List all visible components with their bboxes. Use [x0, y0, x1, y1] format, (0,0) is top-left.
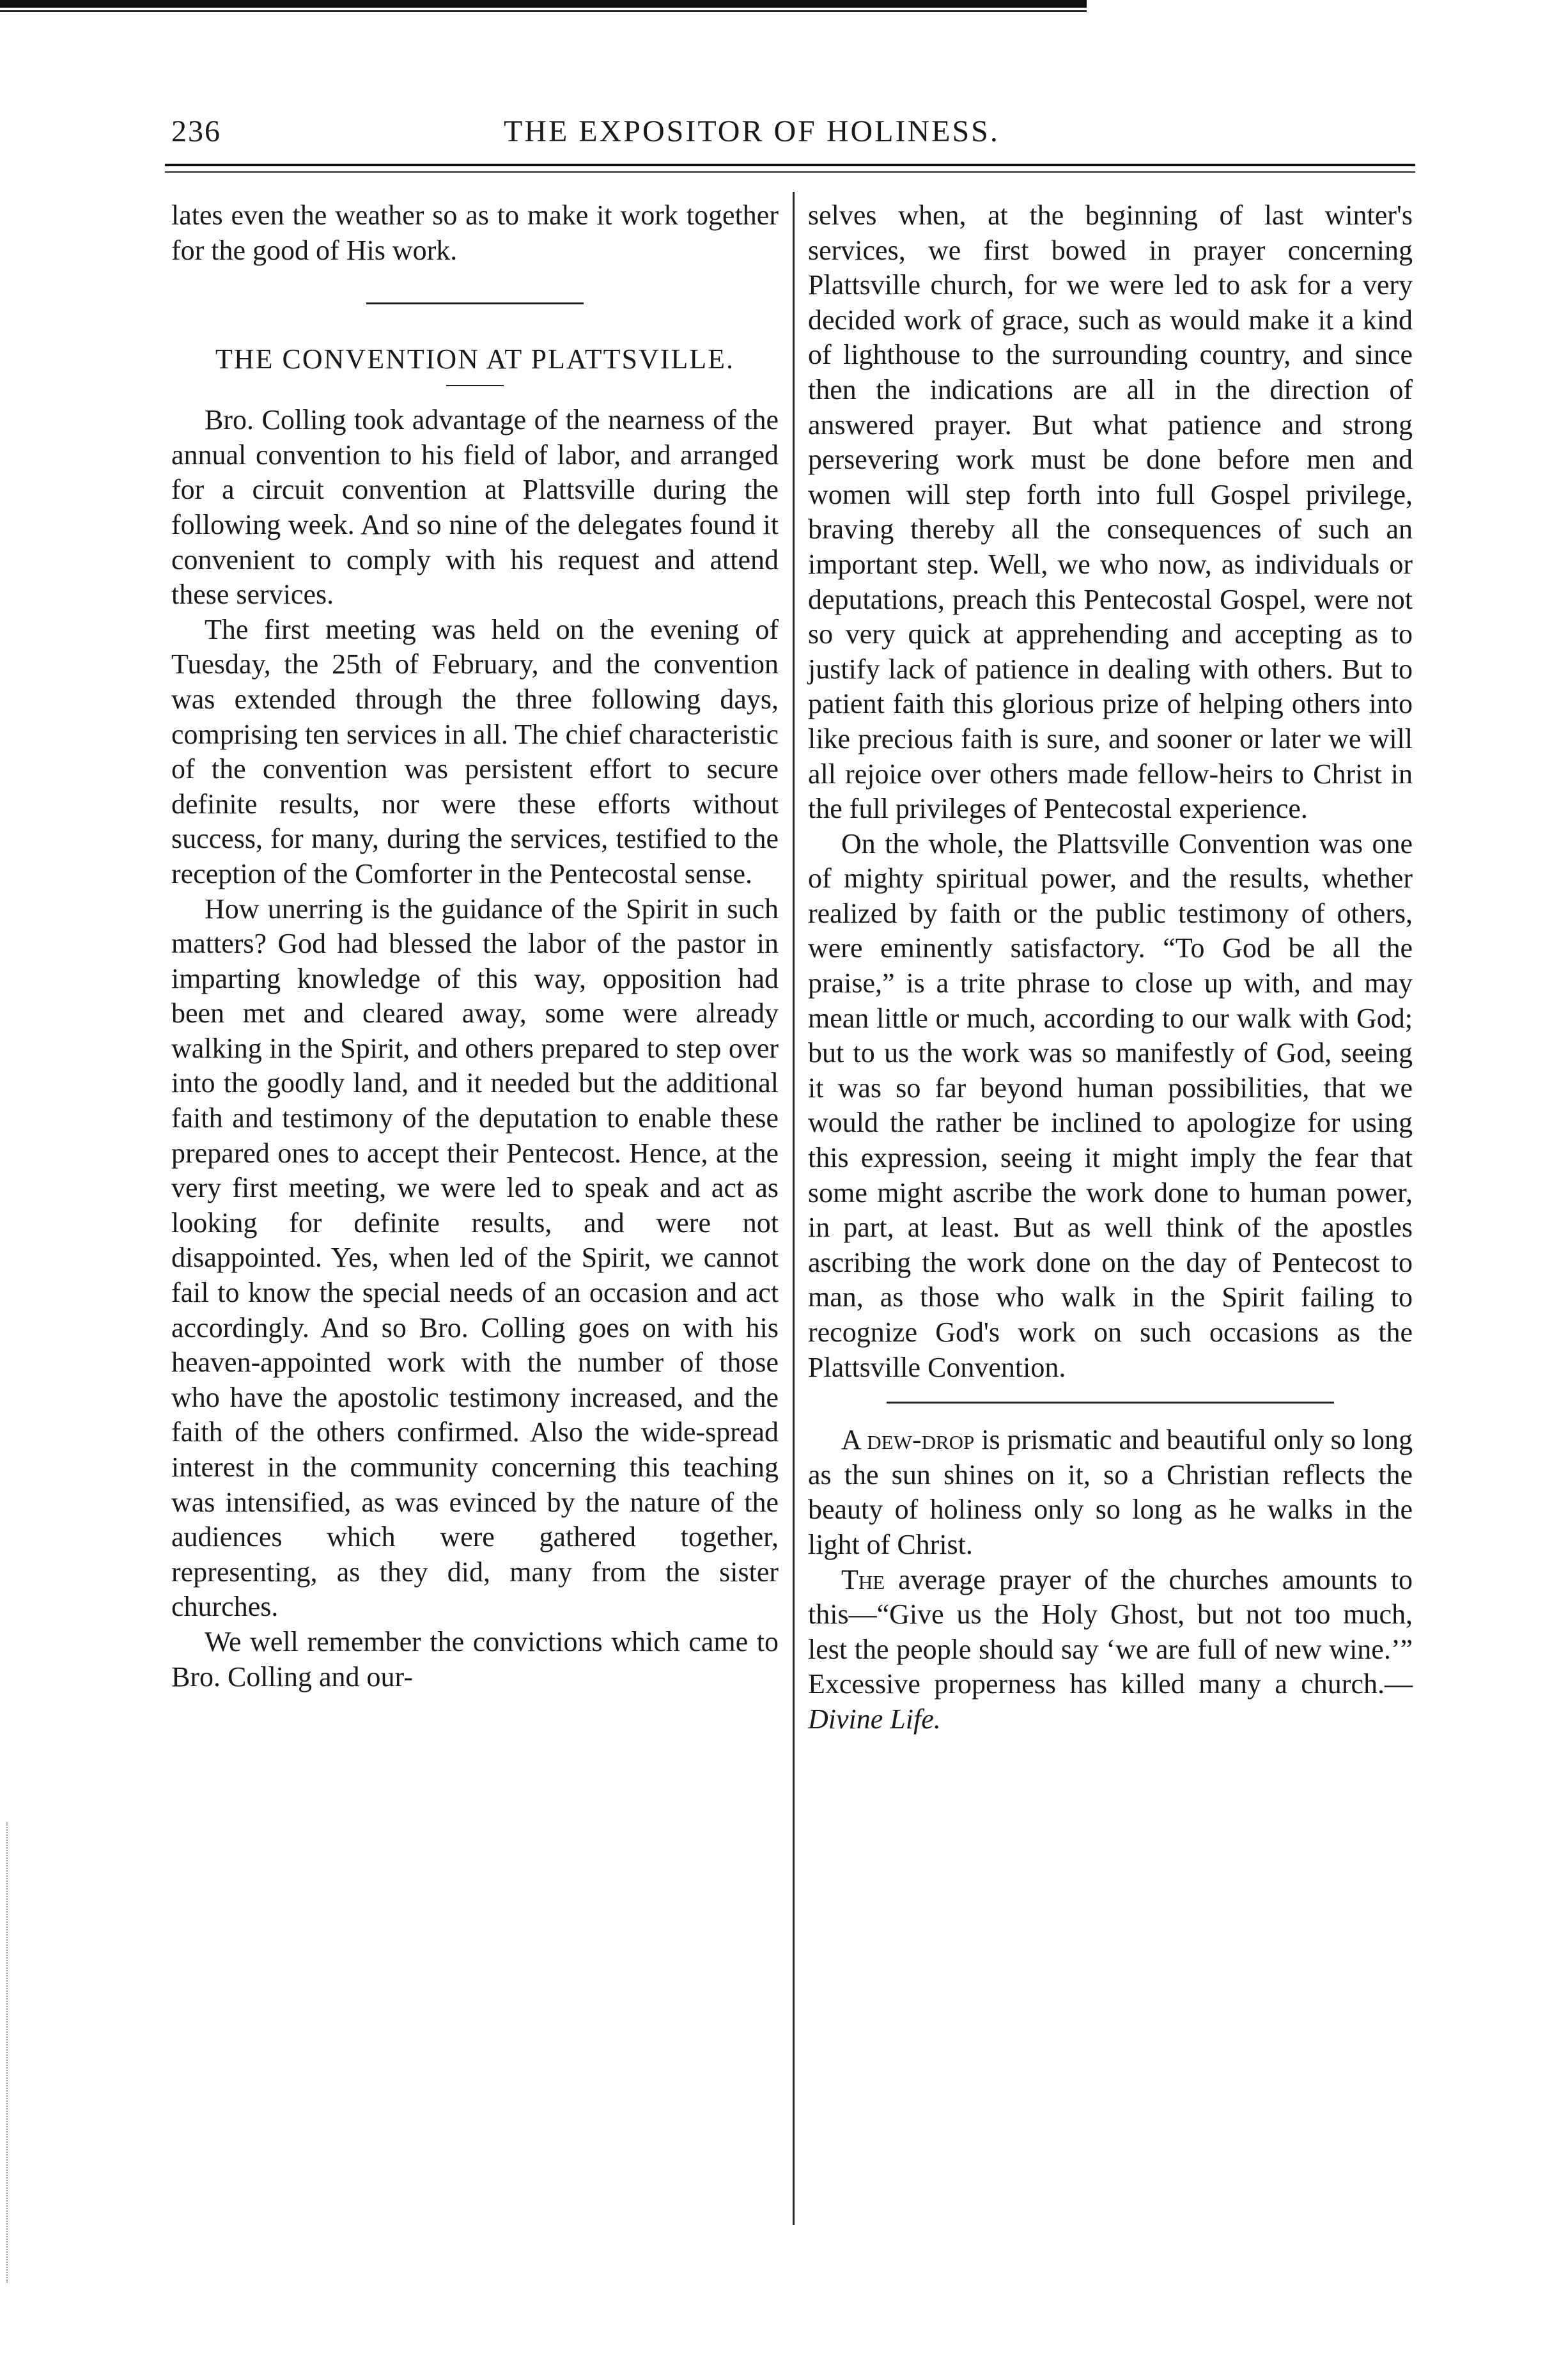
journal-title: THE EXPOSITOR OF HOLINESS.: [504, 114, 1000, 148]
paragraph-continued: selves when, at the beginning of last winter's services, we first bowed in prayer concerning Plattsville church, for we were led to ask for a very decided work of grace, such as would make it a kind of lighthouse to the surrounding country, and since then the indications are all in the direction of answered prayer. But what patience and strong persevering work must be done before men and women will step forth into full Gospel privilege, braving thereby all the consequences of such an important step. Well, we who now, as individuals or deputations, preach this Pentecostal Gospel, were not so very quick at apprehending and accepting as to justify lack of patience in dealing with others. But to patient faith this glorious prize of helping others into like precious faith is sure, and sooner or later we will all rejoice over others made fellow-heirs to Christ in the full privileges of Pentecostal experience.: [808, 199, 1413, 825]
prayer-paragraph: [808, 1563, 1413, 1737]
scan-edge-marks: [6, 1822, 12, 2283]
dewdrop-lead: A dew-drop: [841, 1424, 975, 1456]
right-column: [808, 198, 1413, 1737]
attribution: Divine Life.: [808, 1703, 941, 1735]
header-rule: [165, 164, 1415, 166]
section-rule: [887, 1402, 1334, 1404]
top-border-rule-thin: [0, 10, 1087, 12]
dewdrop-text: is prismatic and beautiful only so long as the sun shines on it, so a Christian reflects the beauty of holiness only so long as he walks in the light of Christ.: [808, 1424, 1413, 1560]
article-title: THE CONVENTION AT PLATTSVILLE.: [215, 343, 735, 375]
running-head: [171, 114, 1411, 159]
paragraph: How unerring is the guidance of the Spirit in such matters? God had blessed the labor of the pastor in imparting knowledge of this way, opposition had been met and cleared away, some were already walking in the Spirit, and others prepared to step over into the goodly land, and it needed but the additional faith and testimony of the deputation to enable these prepared ones to accept their Pentecost. Hence, at the very first meeting, we were led to speak and act as looking for definite results, and were not disappointed. Yes, when led of the Spirit, we cannot fail to know the special needs of an occasion and act accordingly. And so Bro. Colling goes on with his heaven-appointed work with the number of those who have the apostolic testimony increased, and the faith of the others confirmed. Also the wide-spread interest in the community concerning this teaching was intensified, as was evinced by the nature of the audiences which were gathered together, representing, as they did, many from the sister churches.: [171, 893, 779, 1623]
paragraph: We well remember the convictions which came to Bro. Colling and our-: [171, 1625, 779, 1693]
title-rule: [446, 385, 504, 386]
paragraph: Bro. Colling took advantage of the nearness of the annual convention to his field of labor, and arranged for a circuit convention at Plattsville during the following week. And so nine of the delegates found it convenient to comply with his request and attend these services.: [171, 404, 779, 611]
column-divider: [793, 192, 795, 2225]
paragraph: The first meeting was held on the evening of Tuesday, the 25th of February, and the convention was extended through the three following days, comprising ten services in all. The chief characteristic of the convention was persistent effort to secure definite results, nor were these efforts without success, for many, during the services, testified to the reception of the Comforter in the Pentecostal sense.: [171, 613, 779, 889]
page-number: 236: [171, 114, 221, 148]
paragraph: On the whole, the Plattsville Convention was one of mighty spiritual power, and the results, whether realized by faith or the public testimony of others, were eminently satisfactory. “To God be all the praise,” is a trite phrase to close up with, and may mean little or much, according to our walk with God; but to us the work was so manifestly of God, seeing it was so far beyond human possibilities, that we would the rather be inclined to apologize for using this expression, seeing it might imply the fear that some might ascribe the work done to human power, in part, at least. But as well think of the apostles ascribing the work done on the day of Pentecost to man, as those who walk in the Spirit failing to recognize God's work on such occasions as the Plattsville Convention.: [808, 827, 1413, 1383]
prayer-text: average prayer of the churches amounts to this—“Give us the Holy Ghost, but not too much, lest the people should say ‘we are full of new wine.’” Excessive properness has killed many a church.—: [808, 1563, 1413, 1700]
intro-fragment: lates even the weather so as to make it work together for the good of His work.: [171, 199, 779, 266]
left-column: [171, 198, 779, 1694]
prayer-lead: The: [841, 1563, 885, 1595]
top-border-rule: [0, 0, 1087, 8]
dewdrop-paragraph: [808, 1423, 1413, 1562]
section-rule: [366, 302, 584, 304]
header-rule-thin: [165, 171, 1415, 173]
